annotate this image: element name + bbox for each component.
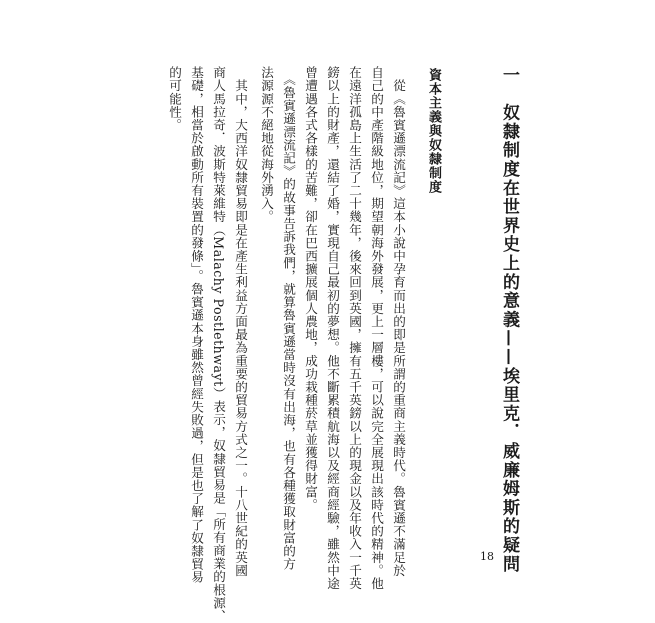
body-text-line: 商人馬拉奇．波斯特萊維特（Malachy Postlethwayt）表示，奴隸貿易是「所有商業的根源、 [211,66,226,623]
section-heading: 資本主義與奴隸制度 [426,68,441,194]
body-text-line: 其中，大西洋奴隸貿易即是在產生利益方面最為重要的貿易方式之一。十八世紀的英國 [233,66,248,577]
body-text-line: 曾遭遇各式各樣的苦難，卻在巴西擴展個人農地，成功栽種菸草並獲得財富。 [303,66,318,512]
body-text-line: 從《魯賓遜漂流記》這本小說中孕育而出的即是所謂的重商主義時代。魯賓遜不滿足於 [391,66,406,577]
body-text-line: 基礎，相當於啟動所有裝置的發條」。魯賓遜本身雖然曾經失敗過，但是也了解了奴隸貿易 [189,66,204,584]
body-text-line: 的可能性。 [167,66,182,132]
body-text-line: 鎊以上的財產，還結了婚，實現自己最初的夢想。他不斷累積航海以及經商經驗，雖然中途 [325,66,340,590]
chapter-title: 一 奴隸制度在世界史上的意義——埃里克．威廉姆斯的疑問 [499,66,519,574]
page-number: 18 [480,550,494,563]
body-text-line: 《魯賓遜漂流記》的故事告訴我們，就算魯賓遜當時沒有出海，也有各種獲取財富的方 [281,66,296,571]
body-text-line: 法源源不絕地從海外湧入。 [259,66,274,224]
body-text-line: 自己的中產階級地位，期望朝海外發展，更上一層樓，可以說完全展現出該時代的精神。他 [369,66,384,590]
body-text-line: 在遠洋孤島上生活了二十幾年，後來回到英國，擁有五千英鎊以上的現金以及年收入一千英 [347,66,362,590]
